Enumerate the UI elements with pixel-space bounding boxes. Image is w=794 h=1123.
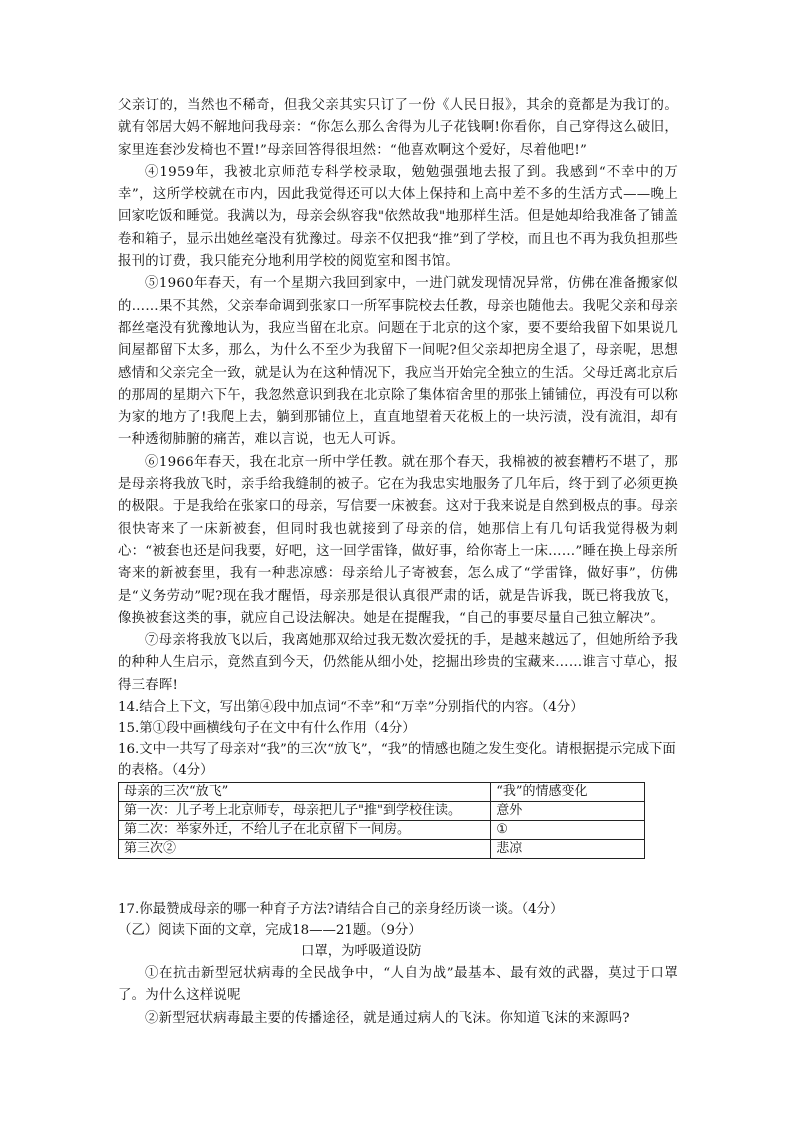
table-row (119, 802, 645, 821)
table-row (119, 840, 645, 859)
article-title: 口罩，为呼吸道设防 (301, 944, 422, 960)
passage-paragraph-4: ④1959年，我被北京师范专科学校录取，勉勉强强地去报了到。我感到“不幸中的万幸”，这所学校就在市内，因此我觉得还可以大体上保持和上高中差不多的生活方式——晚上回家吃饭和睡觉。我满以为，母亲会纵容我"依然故我"地那样生活。但是她却给我准备了铺盖卷和箱子，显示出她丝毫没有犹豫过。母亲不仅把我“推”到了学校，而且也不再为我负担那些报刊的订费，我只能充分地利用学校的阅览室和图书馆。 (118, 164, 678, 270)
table-cell: ① (491, 821, 645, 840)
table-cell: 第一次：儿子考上北京师专，母亲把儿子"推"到学校住读。 (119, 802, 491, 821)
passage-paragraph-5: ⑤1960年春天，有一个星期六我回到家中，一进门就发现情况异常，仿佛在准备搬家似的……果不其然，父亲奉命调到张家口一所军事院校去任教，母亲也随他去。我呢父亲和母亲都丝毫没有犹豫地认为，我应当留在北京。问题在于北京的这个家，要不要给我留下如果说几间屋都留下太多，那么，为什么不至少为我留下一间呢?但父亲却把房全退了，母亲呢，思想感情和父亲完全一致，就是认为在这种情况下，我应当开始完全独立的生活。父母迁离北京后的那周的星期六下午，我忽然意识到我在北京除了集体宿舍里的那张上铺铺位，再没有可以称为家的地方了!我爬上去，躺到那铺位上，直直地望着天花板上的一块污渍，没有流泪，却有一种透彻肺腑的痛苦，难以言说，也无人可诉。 (118, 276, 678, 448)
table-header-cell: “我”的情感变化 (491, 783, 645, 802)
article-paragraph-1: ①在抗击新型冠状病毒的全民战争中，“人自为战”最基本、最有效的武器，莫过于口罩了。为什么这样说呢 (118, 966, 678, 1004)
spacer (118, 859, 678, 899)
question-14: 14.结合上下文，写出第④段中加点词“不幸”和“万幸”分别指代的内容。（4分） (118, 700, 584, 716)
document-page (118, 95, 678, 1030)
question-17: 17.你最赞成母亲的哪一种育子方法?请结合自己的亲身经历谈一谈。（4分） (118, 902, 564, 918)
question-15: 15.第①段中画横线句子在文中有什么作用（4分） (118, 721, 416, 737)
table-cell: 悲凉 (491, 840, 645, 859)
table-row (119, 821, 645, 840)
passage-paragraph-7: ⑦母亲将我放飞以后，我离她那双给过我无数次爱抚的手，是越来越远了，但她所给予我的种种人生启示，竟然直到今天，仍然能从细小处，挖掘出珍贵的宝藏来……谁言寸草心，报得三春晖! (118, 633, 678, 693)
article-paragraph-2: ②新型冠状病毒最主要的传播途径，就是通过病人的飞沫。你知道飞沫的来源吗? (145, 1010, 630, 1026)
section-b-intro: （乙）阅读下面的文章，完成18——21题。（9分） (118, 923, 422, 939)
table-header-cell: 母亲的三次“放飞” (119, 783, 491, 802)
table-cell: 第二次：举家外迁，不给儿子在北京留下一间房。 (119, 821, 491, 840)
answer-table (118, 782, 645, 859)
table-cell: 第三次② (119, 840, 491, 859)
table-cell: 意外 (491, 802, 645, 821)
table-header-row (119, 783, 645, 802)
question-16: 16.文中一共写了母亲对“我”的三次“放飞”，“我”的情感也随之发生变化。请根据提示完成下面的表格。（4分） (118, 742, 676, 779)
passage-paragraph-continuation: 父亲订的，当然也不稀奇，但我父亲其实只订了一份《人民日报》，其余的竟都是为我订的。就有邻居大妈不解地问我母亲：“你怎么那么舍得为儿子花钱啊!你看你，自己穿得这么破旧，家里连套沙发椅也不置!”母亲回答得很坦然：“他喜欢啊这个爱好，尽着他吧!” (118, 98, 678, 158)
passage-paragraph-6: ⑥1966年春天，我在北京一所中学任教。就在那个春天，我棉被的被套糟朽不堪了，那是母亲将我放飞时，亲手给我缝制的被子。它在为我忠实地服务了几年后，终于到了必须更换的极限。于是我给在张家口的母亲，写信要一床被套。这对于我来说是自然到极点的事。母亲很快寄来了一床新被套，但同时我也就接到了母亲的信，她那信上有几句话我觉得极为刺心：“被套也还是问我要，好吧，这一回学雷锋，做好事，给你寄上一床……”睡在换上母亲所寄来的新被套里，我有一种悲凉感：母亲给儿子寄被套，怎么成了“学雷锋，做好事”，仿佛是“义务劳动”呢?现在我才醒悟，母亲那是很认真很严肃的话，就是告诉我，既已将我放飞，像换被套这类的事，就应自己设法解决。她是在提醒我，“自己的事要尽量自己独立解决”。 (118, 454, 678, 626)
